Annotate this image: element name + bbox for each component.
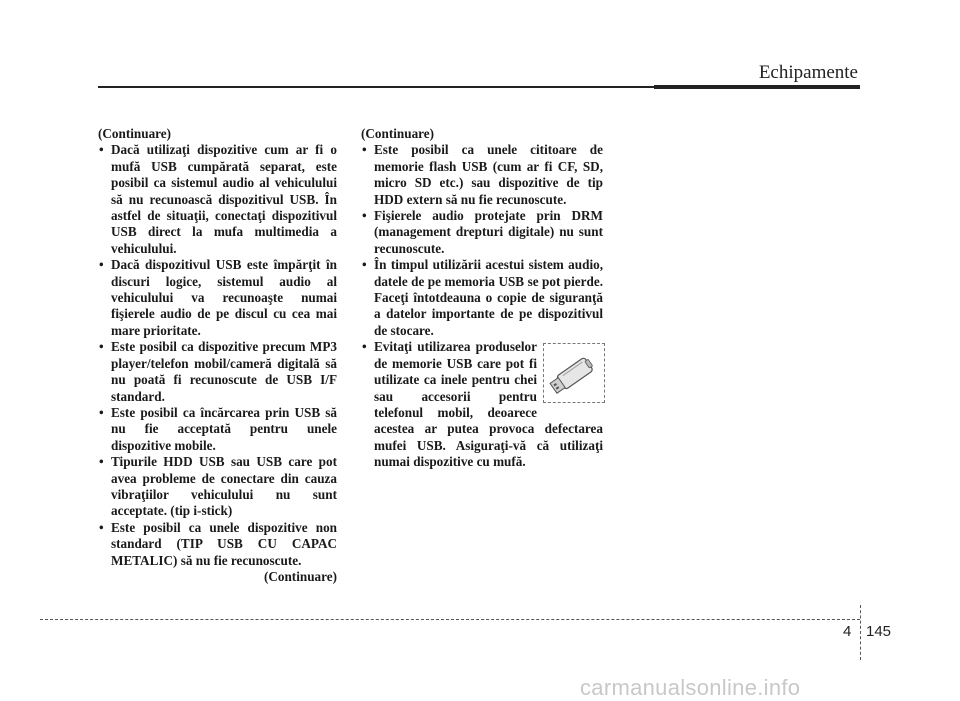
list-item: • Dacă utilizaţi dispozitive cum ar fi o mufă USB cumpărată separat, este posibil ca sistemul audio al vehiculului să nu recunoască dispozitivul USB. În astfel de situaţii, conectaţi dispozitivul USB direct la mufa multimedia a vehiculului. [98,142,337,257]
list-item: • Este posibil ca dispozitive precum MP3 player/telefon mobil/cameră digitală să nu poată fi recunoscute de USB I/F standard. [98,339,337,405]
page-header-title: Echipamente [758,62,858,83]
list-item: • Este posibil ca unele cititoare de memorie flash USB (cum ar fi CF, SD, micro SD etc.) sau dispozitive de tip HDD extern să nu fie recunoscute. [361,142,603,208]
list-item [361,339,603,470]
list-item: • Este posibil ca încărcarea prin USB să nu fie acceptată pentru unele dispozitive mobile. [98,405,337,454]
header-rule-thick [654,85,860,89]
continued-label: (Continuare) [98,126,172,141]
right-column [361,126,603,471]
footer-rule [40,619,860,620]
watermark: carmanualsonline.info [580,675,801,700]
list-item: • În timpul utilizării acestui sistem audio, datele de pe memoria USB se pot pierde. Faceţi întotdeauna o copie de siguranţă a datelor importante de pe dispozitivul de stocare. [361,257,603,339]
continues-label: (Continuare) [263,568,337,584]
list-item: • Fişierele audio protejate prin DRM (management drepturi digitale) nu sunt recunoscute. [361,208,603,257]
chapter-number: 4 [843,623,852,640]
usb-flash-drive-icon [543,343,605,403]
list-item: • Tipurile HDD USB sau USB care pot avea probleme de conectare din cauza vibraţiilor vehiculului nu sunt acceptate. (tip i-stick) [98,454,337,520]
list-item: • Este posibil ca unele dispozitive non standard (TIP USB CU CAPAC METALIC) să nu fie recunoscute. [98,520,337,569]
page-number: 145 [866,623,892,640]
bullet-list [98,142,337,569]
bullet-list [361,142,603,470]
header-rule [98,85,860,89]
continued-label: (Continuare) [361,126,435,141]
list-item: • Dacă dispozitivul USB este împărţit în discuri logice, sistemul audio al vehiculului va recunoaşte numai fişierele audio de pe discul cu cea mai mare prioritate. [98,257,337,339]
header-rule-thin [98,86,654,88]
footer-vertical-rule [860,605,861,660]
left-column [98,126,337,585]
list-item-text: • Evitaţi utilizarea produselor de memorie USB care pot fi utilizate ca inele pentru chei sau accesorii pentru telefonul mobil, deoarece acestea ar putea provoca defectarea mufei USB. Asiguraţi-vă că utilizaţi numai dispozitive cu mufă. [374,339,603,470]
